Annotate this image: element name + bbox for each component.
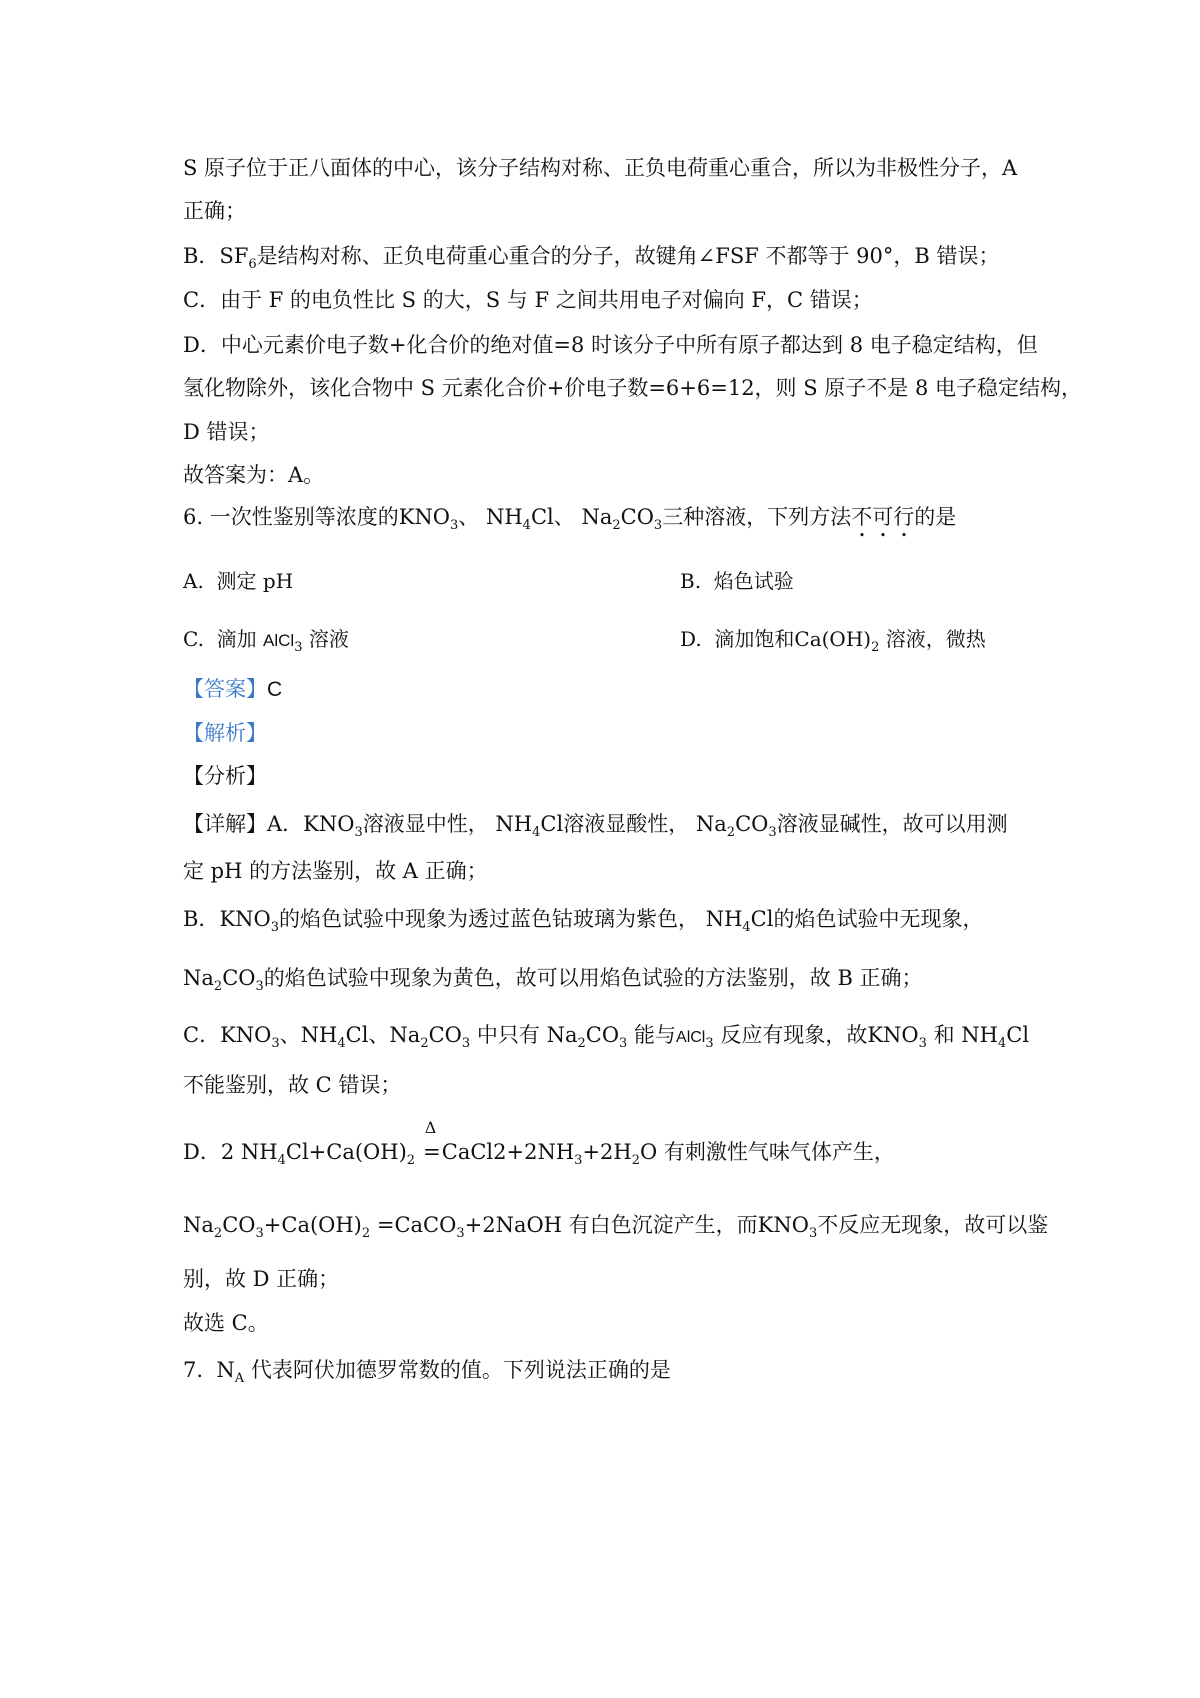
q7-num: 7.	[183, 1358, 204, 1382]
detail-b-sub-2: 2	[213, 979, 223, 994]
option-a-text: 测定 pH	[216, 569, 294, 593]
q6-sep: 、	[458, 505, 480, 529]
option-c-sub-3: 3	[294, 640, 303, 655]
detail-c-t3: 反应有现象，故	[720, 1023, 868, 1047]
detail-b-sub-3b: 3	[255, 979, 264, 994]
detail-d-t2: +2H	[582, 1140, 632, 1164]
q6-end: 的是	[914, 505, 957, 529]
detail-c-cl: Cl	[345, 1023, 369, 1047]
q7-sub-a: A	[234, 1371, 245, 1386]
prev-d-line-3: D 错误；	[183, 420, 270, 444]
detail-c-sub-3c: 3	[619, 1036, 628, 1051]
detail-c-kno: KNO	[220, 1023, 272, 1047]
prev-b-line	[183, 244, 1000, 272]
detail-e-sub-3c: 3	[808, 1226, 818, 1241]
detail-b-t1: 的焰色试验中现象为透过蓝色钴玻璃为紫色，	[279, 907, 699, 931]
q6-nh4cl: NH	[485, 505, 523, 529]
final-answer: 故选 C。	[183, 1311, 269, 1335]
detail-d-pre: D．2	[183, 1140, 235, 1164]
detail-c-sep-2: 、	[368, 1023, 390, 1047]
detail-a-cl: Cl	[540, 812, 564, 836]
prev-b-pre: B．SF	[183, 244, 249, 268]
option-d	[680, 627, 986, 655]
detail-c-line-2: 不能鉴别，故 C 错误；	[183, 1073, 402, 1097]
q6-cl: Cl	[530, 505, 554, 529]
detail-b-sub-4: 4	[742, 920, 751, 935]
option-d-caoh2: Ca(OH)	[794, 627, 872, 651]
detail-c-line-1	[183, 1023, 1030, 1051]
detail-d-ca: Ca(OH)	[326, 1140, 407, 1164]
detail-c-sub-2: 2	[420, 1036, 429, 1051]
q6-sub-3: 3	[450, 518, 459, 533]
option-c-text-2: 溶液	[308, 627, 349, 651]
detail-e-line-2: 别，故 D 正确；	[183, 1267, 340, 1291]
detail-e-sub-3: 3	[255, 1226, 264, 1241]
option-c	[183, 627, 349, 655]
detail-a-t2: 溶液显酸性，	[563, 812, 690, 836]
detail-e-sub-2b: 2	[361, 1226, 371, 1241]
detail-c-t2: 能与	[634, 1023, 677, 1047]
option-b-text: 焰色试验	[713, 569, 794, 593]
q6-sub-3b: 3	[653, 518, 663, 533]
detail-c-sub-3: 3	[271, 1036, 280, 1051]
detail-c-sep-1: 、	[279, 1023, 301, 1047]
detail-c-sub-3d: 3	[705, 1036, 714, 1051]
detail-b-t3: 的焰色试验中现象为黄色，故可以用焰色试验的方法鉴别，故 B 正确；	[263, 966, 923, 990]
option-c-alcl3: AlCl	[263, 631, 295, 650]
detail-a-sub-4: 4	[532, 825, 541, 840]
detail-a-sub-3: 3	[354, 825, 363, 840]
detail-e-t1: =CaCO	[376, 1213, 457, 1237]
detail-a-t1: 溶液显中性，	[362, 812, 489, 836]
detail-c-sub-3e: 3	[918, 1036, 927, 1051]
detail-b-line-2	[183, 966, 923, 994]
detail-b-cl: Cl	[750, 907, 774, 931]
detail-a-line-1	[183, 812, 1008, 840]
detail-d-plus: +	[308, 1140, 327, 1164]
detail-a-t3: 溶液显碱性，故可以用测	[776, 812, 1008, 836]
option-b	[680, 569, 794, 593]
prev-line-1: S 原子位于正八面体的中心，该分子结构对称、正负电荷重心重合，所以为非极性分子，A	[183, 156, 1018, 180]
answer-value: C	[267, 678, 283, 701]
answer-line	[183, 677, 282, 702]
q6-kno3: KNO	[398, 505, 450, 529]
detail-c-cl-2: Cl	[1006, 1023, 1030, 1047]
detail-e-kno: KNO	[757, 1213, 809, 1237]
detail-e-co: CO	[222, 1213, 256, 1237]
q7-n: N	[216, 1358, 235, 1382]
detail-d-t1: CaCl2+2NH	[441, 1140, 575, 1164]
q6-emphasis: 不可行	[851, 505, 915, 529]
option-a	[183, 569, 293, 593]
option-d-sub-2: 2	[871, 640, 880, 655]
option-d-letter: D.	[680, 627, 702, 651]
q6-sub-4: 4	[522, 518, 531, 533]
q6-sub-2: 2	[612, 518, 621, 533]
detail-e-sub-2: 2	[213, 1226, 223, 1241]
detail-c-sub-2b: 2	[577, 1036, 586, 1051]
jiexi-label: 【解析】	[183, 721, 267, 745]
detail-d-t3: O 有刺激性气味气体产生，	[640, 1140, 895, 1164]
prev-d-line-1: D．中心元素价电子数+化合价的绝对值=8 时该分子中所有原子都达到 8 电子稳定结构，但	[183, 333, 1038, 357]
detail-b-nh: NH	[705, 907, 743, 931]
detail-e-sub-3b: 3	[456, 1226, 465, 1241]
question-6-stem	[183, 505, 956, 542]
prev-line-2: 正确；	[183, 199, 246, 223]
detail-e-line-1	[183, 1213, 1049, 1241]
detail-a-sub-3b: 3	[768, 825, 777, 840]
detail-c-sub-4b: 4	[997, 1036, 1007, 1051]
detail-c-pre: C．	[183, 1023, 221, 1047]
option-d-text-1: 滴加饱和	[714, 627, 795, 651]
q6-mid: 三种溶液，下列方法	[662, 505, 852, 529]
detail-c-sub-4: 4	[337, 1036, 346, 1051]
prev-b-sub: 6	[248, 257, 257, 272]
detail-e-na: Na	[183, 1213, 214, 1237]
detail-d-cl: Cl	[285, 1140, 309, 1164]
q6-prefix: 6. 一次性鉴别等浓度的	[183, 505, 399, 529]
detail-d-sub-3: 3	[574, 1153, 583, 1168]
detail-c-sub-3b: 3	[461, 1036, 471, 1051]
detail-b-co: CO	[222, 966, 256, 990]
detail-d-sub-2b: 2	[631, 1153, 640, 1168]
detail-a-nh: NH	[495, 812, 533, 836]
detail-c-co: CO	[428, 1023, 462, 1047]
detail-c-t1: 中只有	[476, 1023, 540, 1047]
detail-a-na: Na	[695, 812, 727, 836]
detail-b-line-1	[183, 907, 984, 935]
fenxi-label: 【分析】	[183, 764, 267, 788]
prev-b-post: 是结构对称、正负电荷重心重合的分子，故键角∠FSF 不都等于 90°，B 错误；	[256, 244, 1000, 268]
heat-condition-sign: Δ =	[422, 1118, 441, 1164]
detail-e-t2: +2NaOH 有白色沉淀产生，而	[464, 1213, 758, 1237]
delta-symbol: Δ	[424, 1118, 437, 1137]
detail-b-na: Na	[183, 966, 214, 990]
option-c-letter: C.	[183, 627, 204, 651]
detail-d-line-1	[183, 1118, 895, 1168]
detail-e-ca: Ca(OH)	[281, 1213, 362, 1237]
option-b-letter: B.	[680, 569, 702, 593]
question-7-stem	[183, 1358, 671, 1386]
detail-c-kno-2: KNO	[867, 1023, 919, 1047]
detail-b-sub-3: 3	[270, 920, 279, 935]
detail-d-nh: NH	[240, 1140, 278, 1164]
detail-c-alcl: AlCl	[676, 1029, 706, 1046]
detail-e-plus: +	[263, 1213, 282, 1237]
detail-a-line-2: 定 pH 的方法鉴别，故 A 正确；	[183, 859, 488, 883]
detail-b-t2: 的焰色试验中无现象，	[773, 907, 984, 931]
detail-e-t3: 不反应无现象，故可以鉴	[817, 1213, 1049, 1237]
detail-c-nh-2: NH	[961, 1023, 998, 1047]
detail-c-na: Na	[389, 1023, 421, 1047]
q7-text: 代表阿伏加德罗常数的值。下列说法正确的是	[250, 1358, 671, 1382]
detail-b-pre: B．	[183, 907, 220, 931]
detail-a-co: CO	[735, 812, 769, 836]
detail-a-sub-2: 2	[726, 825, 736, 840]
option-d-text-2: 溶液，微热	[885, 627, 986, 651]
detail-a-pre: 【详解】A．	[183, 812, 304, 836]
q6-co: CO	[620, 505, 654, 529]
detail-d-sub-4: 4	[277, 1153, 286, 1168]
detail-c-nh: NH	[300, 1023, 338, 1047]
detail-b-kno: KNO	[219, 907, 271, 931]
option-a-letter: A.	[183, 569, 204, 593]
detail-d-sub-2: 2	[406, 1153, 416, 1168]
detail-c-co-2: CO	[585, 1023, 620, 1047]
detail-c-t4: 和	[933, 1023, 955, 1047]
prev-d-line-2: 氢化物除外，该化合物中 S 元素化合价+价电子数=6+6=12，则 S 原子不是 8 电子稳定结构，	[183, 376, 1083, 400]
q6-sep-2: 、	[553, 505, 575, 529]
detail-a-kno: KNO	[303, 812, 355, 836]
detail-c-na-2: Na	[546, 1023, 578, 1047]
prev-c-line: C．由于 F 的电负性比 S 的大，S 与 F 之间共用电子对偏向 F，C 错误；	[183, 288, 873, 312]
prev-answer: 故答案为：A。	[183, 463, 325, 487]
option-c-text-1: 滴加	[216, 627, 257, 651]
q6-na2co3: Na	[581, 505, 613, 529]
answer-label: 【答案】	[183, 677, 267, 701]
